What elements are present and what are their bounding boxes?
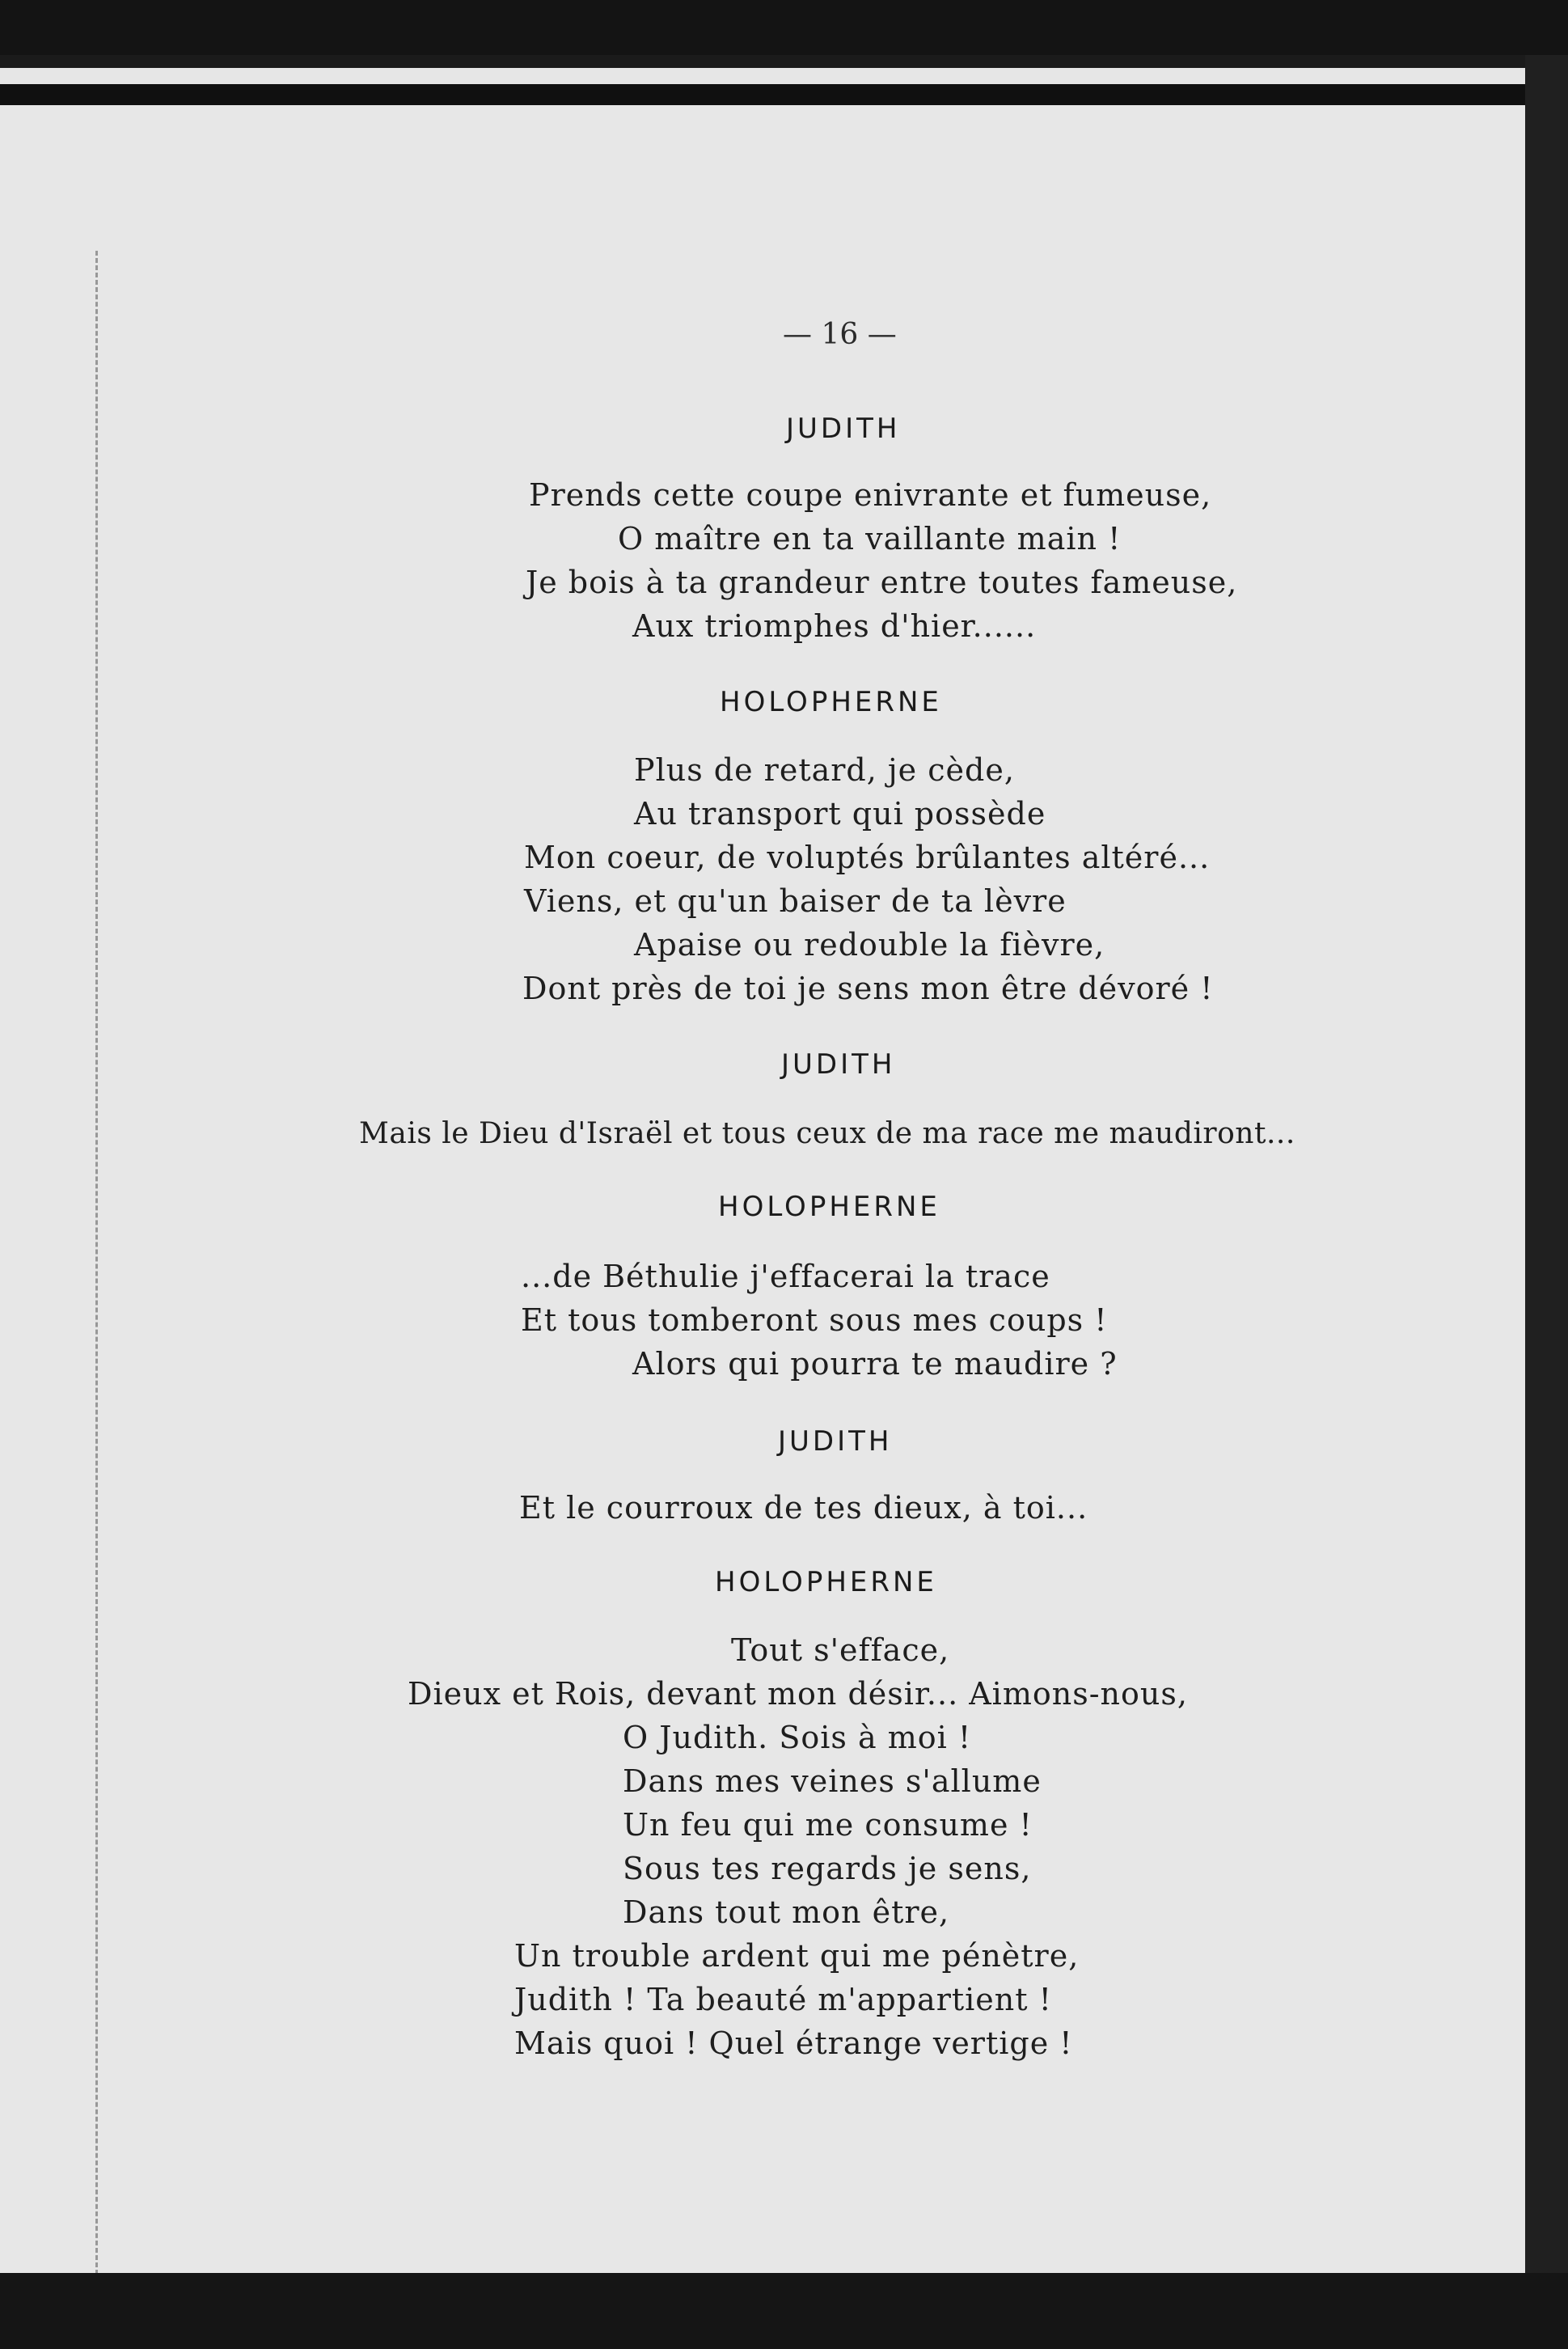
verse-line: O Judith. Sois à moi ! bbox=[623, 1720, 972, 1755]
verse-line: Viens, et qu'un baiser de ta lèvre bbox=[524, 883, 1067, 919]
verse-line: Dans mes veines s'allume bbox=[623, 1763, 1042, 1799]
verse-line: O maître en ta vaillante main ! bbox=[618, 521, 1122, 557]
speaker-holopherne: HOLOPHERNE bbox=[715, 1566, 937, 1598]
speaker-holopherne: HOLOPHERNE bbox=[718, 1191, 940, 1223]
speaker-holopherne: HOLOPHERNE bbox=[720, 686, 942, 718]
verse-line: Et tous tomberont sous mes coups ! bbox=[521, 1302, 1108, 1338]
verse-line: Aux triomphes d'hier...... bbox=[632, 608, 1037, 644]
page-top-edge bbox=[0, 68, 1525, 86]
verse-line: Mais le Dieu d'Israël et tous ceux de ma race me maudiront... bbox=[359, 1117, 1295, 1150]
verse-line: Mon coeur, de voluptés brûlantes altéré... bbox=[524, 840, 1211, 875]
verse-line: Un trouble ardent qui me pénètre, bbox=[514, 1938, 1080, 1974]
verse-line: Prends cette coupe enivrante et fumeuse, bbox=[529, 477, 1212, 513]
binding-edge-marks bbox=[95, 251, 103, 2289]
speaker-judith: JUDITH bbox=[786, 413, 901, 445]
verse-line: Dans tout mon être, bbox=[623, 1894, 950, 1930]
speaker-judith: JUDITH bbox=[781, 1048, 896, 1081]
speaker-judith: JUDITH bbox=[778, 1425, 893, 1458]
scan-top-border bbox=[0, 0, 1568, 55]
verse-line: Je bois à ta grandeur entre toutes fameuse, bbox=[526, 565, 1238, 600]
verse-line: Au transport qui possède bbox=[634, 796, 1046, 832]
page-number: — 16 — bbox=[783, 318, 897, 351]
verse-line: Alors qui pourra te maudire ? bbox=[632, 1346, 1118, 1382]
scan-bottom-border bbox=[0, 2273, 1568, 2349]
verse-line: Apaise ou redouble la fièvre, bbox=[634, 927, 1105, 963]
verse-line: Dont près de toi je sens mon être dévoré ! bbox=[522, 971, 1214, 1006]
verse-line: Et le courroux de tes dieux, à toi... bbox=[519, 1490, 1088, 1526]
verse-line: Tout s'efface, bbox=[731, 1632, 950, 1668]
verse-line: Un feu qui me consume ! bbox=[623, 1807, 1033, 1843]
verse-line: Mais quoi ! Quel étrange vertige ! bbox=[514, 2025, 1073, 2061]
verse-line: Plus de retard, je cède, bbox=[634, 752, 1015, 788]
verse-line: Judith ! Ta beauté m'appartient ! bbox=[514, 1982, 1052, 2017]
verse-line: ...de Béthulie j'effacerai la trace bbox=[521, 1259, 1050, 1294]
scan-right-border bbox=[1525, 55, 1568, 2349]
verse-line: Sous tes regards je sens, bbox=[623, 1851, 1032, 1886]
verse-line: Dieux et Rois, devant mon désir... Aimons-nous, bbox=[408, 1676, 1188, 1712]
